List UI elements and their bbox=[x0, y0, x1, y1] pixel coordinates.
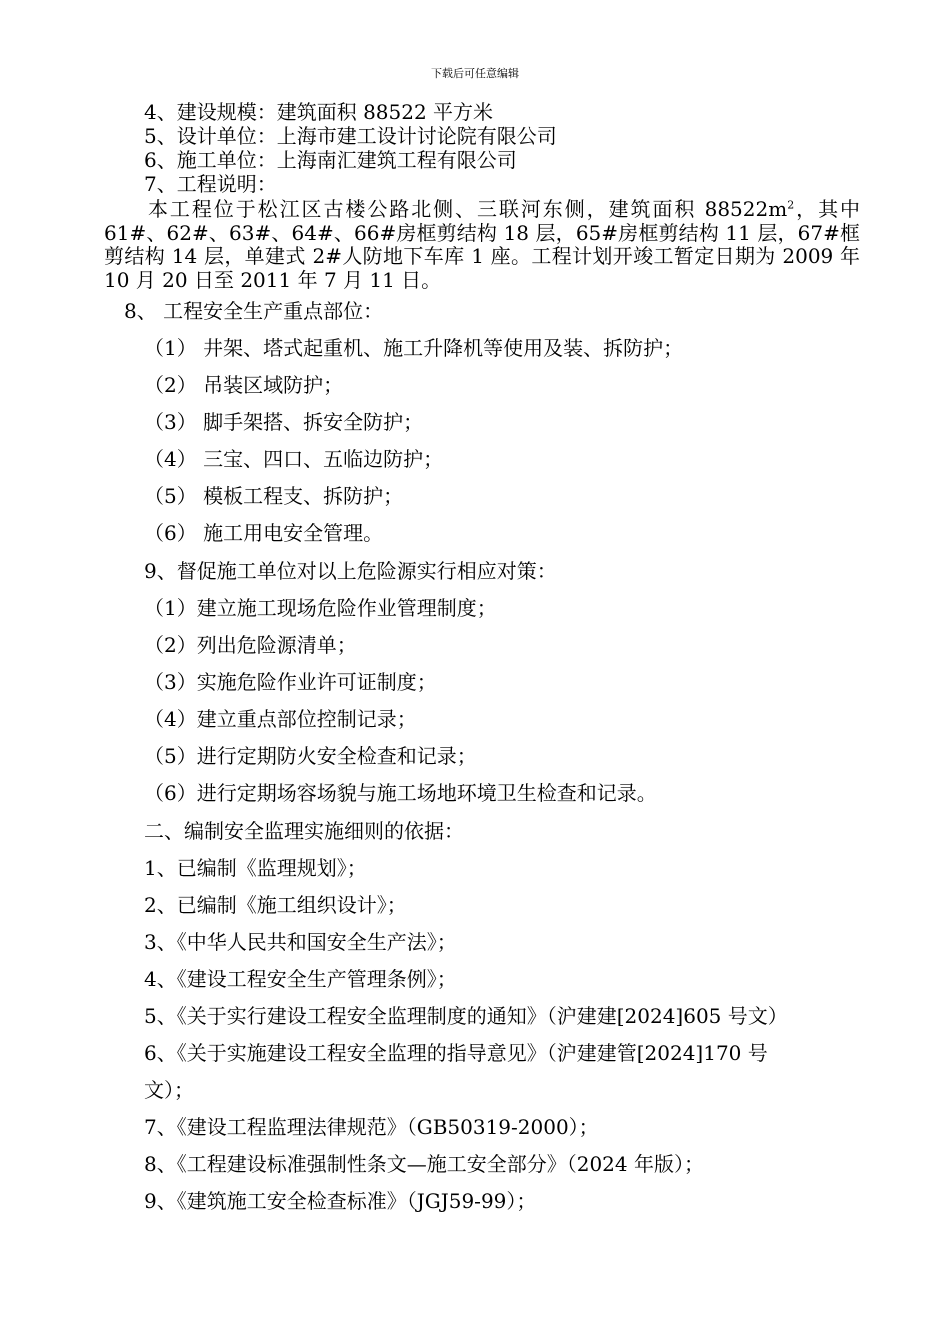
countermeasure-item: （3）实施危险作业许可证制度； bbox=[144, 670, 437, 694]
countermeasure-item: （1）建立施工现场危险作业管理制度； bbox=[144, 596, 497, 620]
project-item-scale: 4、建设规模：建筑面积 88522 平方米 bbox=[144, 100, 494, 124]
description-text-2: ，其中 61#、62#、63#、64#、66#房框剪结构 18 层，65#房框剪结构 11 层，67#框剪结构 14 层，单建式 2#人防地下车库 1 座。工程计划开竣工暂定日期为 2009 年 10 月 20 日至 2011 年 7 月 11 日。 bbox=[104, 197, 861, 292]
key-part-item: （5） 模板工程支、拆防护； bbox=[144, 484, 404, 508]
project-description bbox=[104, 198, 860, 292]
basis-heading: 二、编制安全监理实施细则的依据： bbox=[144, 819, 464, 843]
page-header: 下载后可任意编辑 bbox=[431, 67, 519, 80]
basis-item: 3、《中华人民共和国安全生产法》； bbox=[144, 930, 457, 954]
description-text-1: 本工程位于松江区古楼公路北侧、三联河东侧，建筑面积 88522m bbox=[148, 197, 788, 221]
basis-item: 2、已编制《施工组织设计》； bbox=[144, 893, 407, 917]
key-part-item: （6） 施工用电安全管理。 bbox=[144, 521, 384, 545]
basis-item: 8、《工程建设标准强制性条文—施工安全部分》（2024 年版）； bbox=[144, 1152, 704, 1176]
countermeasure-item: （4）建立重点部位控制记录； bbox=[144, 707, 417, 731]
project-item-desc-heading: 7、工程说明： bbox=[144, 172, 277, 196]
description-superscript: 2 bbox=[787, 198, 795, 212]
basis-item: 4、《建设工程安全生产管理条例》； bbox=[144, 967, 457, 991]
key-part-item: （3） 脚手架搭、拆安全防护； bbox=[144, 410, 424, 434]
countermeasure-item: （2）列出危险源清单； bbox=[144, 633, 357, 657]
basis-item: 9、《建筑施工安全检查标准》（JGJ59-99）； bbox=[144, 1189, 537, 1213]
countermeasure-item: （5）进行定期防火安全检查和记录； bbox=[144, 744, 477, 768]
basis-item: 7、《建设工程监理法律规范》（GB50319-2000）； bbox=[144, 1115, 599, 1139]
basis-item-continuation: 文）； bbox=[144, 1078, 194, 1102]
countermeasure-item: （6）进行定期场容场貌与施工场地环境卫生检查和记录。 bbox=[144, 781, 657, 805]
key-parts-heading: 8、 工程安全生产重点部位： bbox=[124, 299, 384, 323]
countermeasures-heading: 9、督促施工单位对以上危险源实行相应对策： bbox=[144, 559, 557, 583]
key-part-item: （4） 三宝、四口、五临边防护； bbox=[144, 447, 444, 471]
key-part-item: （2） 吊装区域防护； bbox=[144, 373, 344, 397]
basis-item: 1、已编制《监理规划》； bbox=[144, 856, 367, 880]
project-item-builder: 6、施工单位：上海南汇建筑工程有限公司 bbox=[144, 148, 517, 172]
project-item-design: 5、设计单位：上海市建工设计讨论院有限公司 bbox=[144, 124, 557, 148]
basis-item: 5、《关于实行建设工程安全监理制度的通知》（沪建建[2024]605 号文） bbox=[144, 1004, 788, 1028]
key-part-item: （1） 井架、塔式起重机、施工升降机等使用及装、拆防护； bbox=[144, 336, 684, 360]
basis-item: 6、《关于实施建设工程安全监理的指导意见》（沪建建管[2024]170 号 bbox=[144, 1041, 768, 1065]
